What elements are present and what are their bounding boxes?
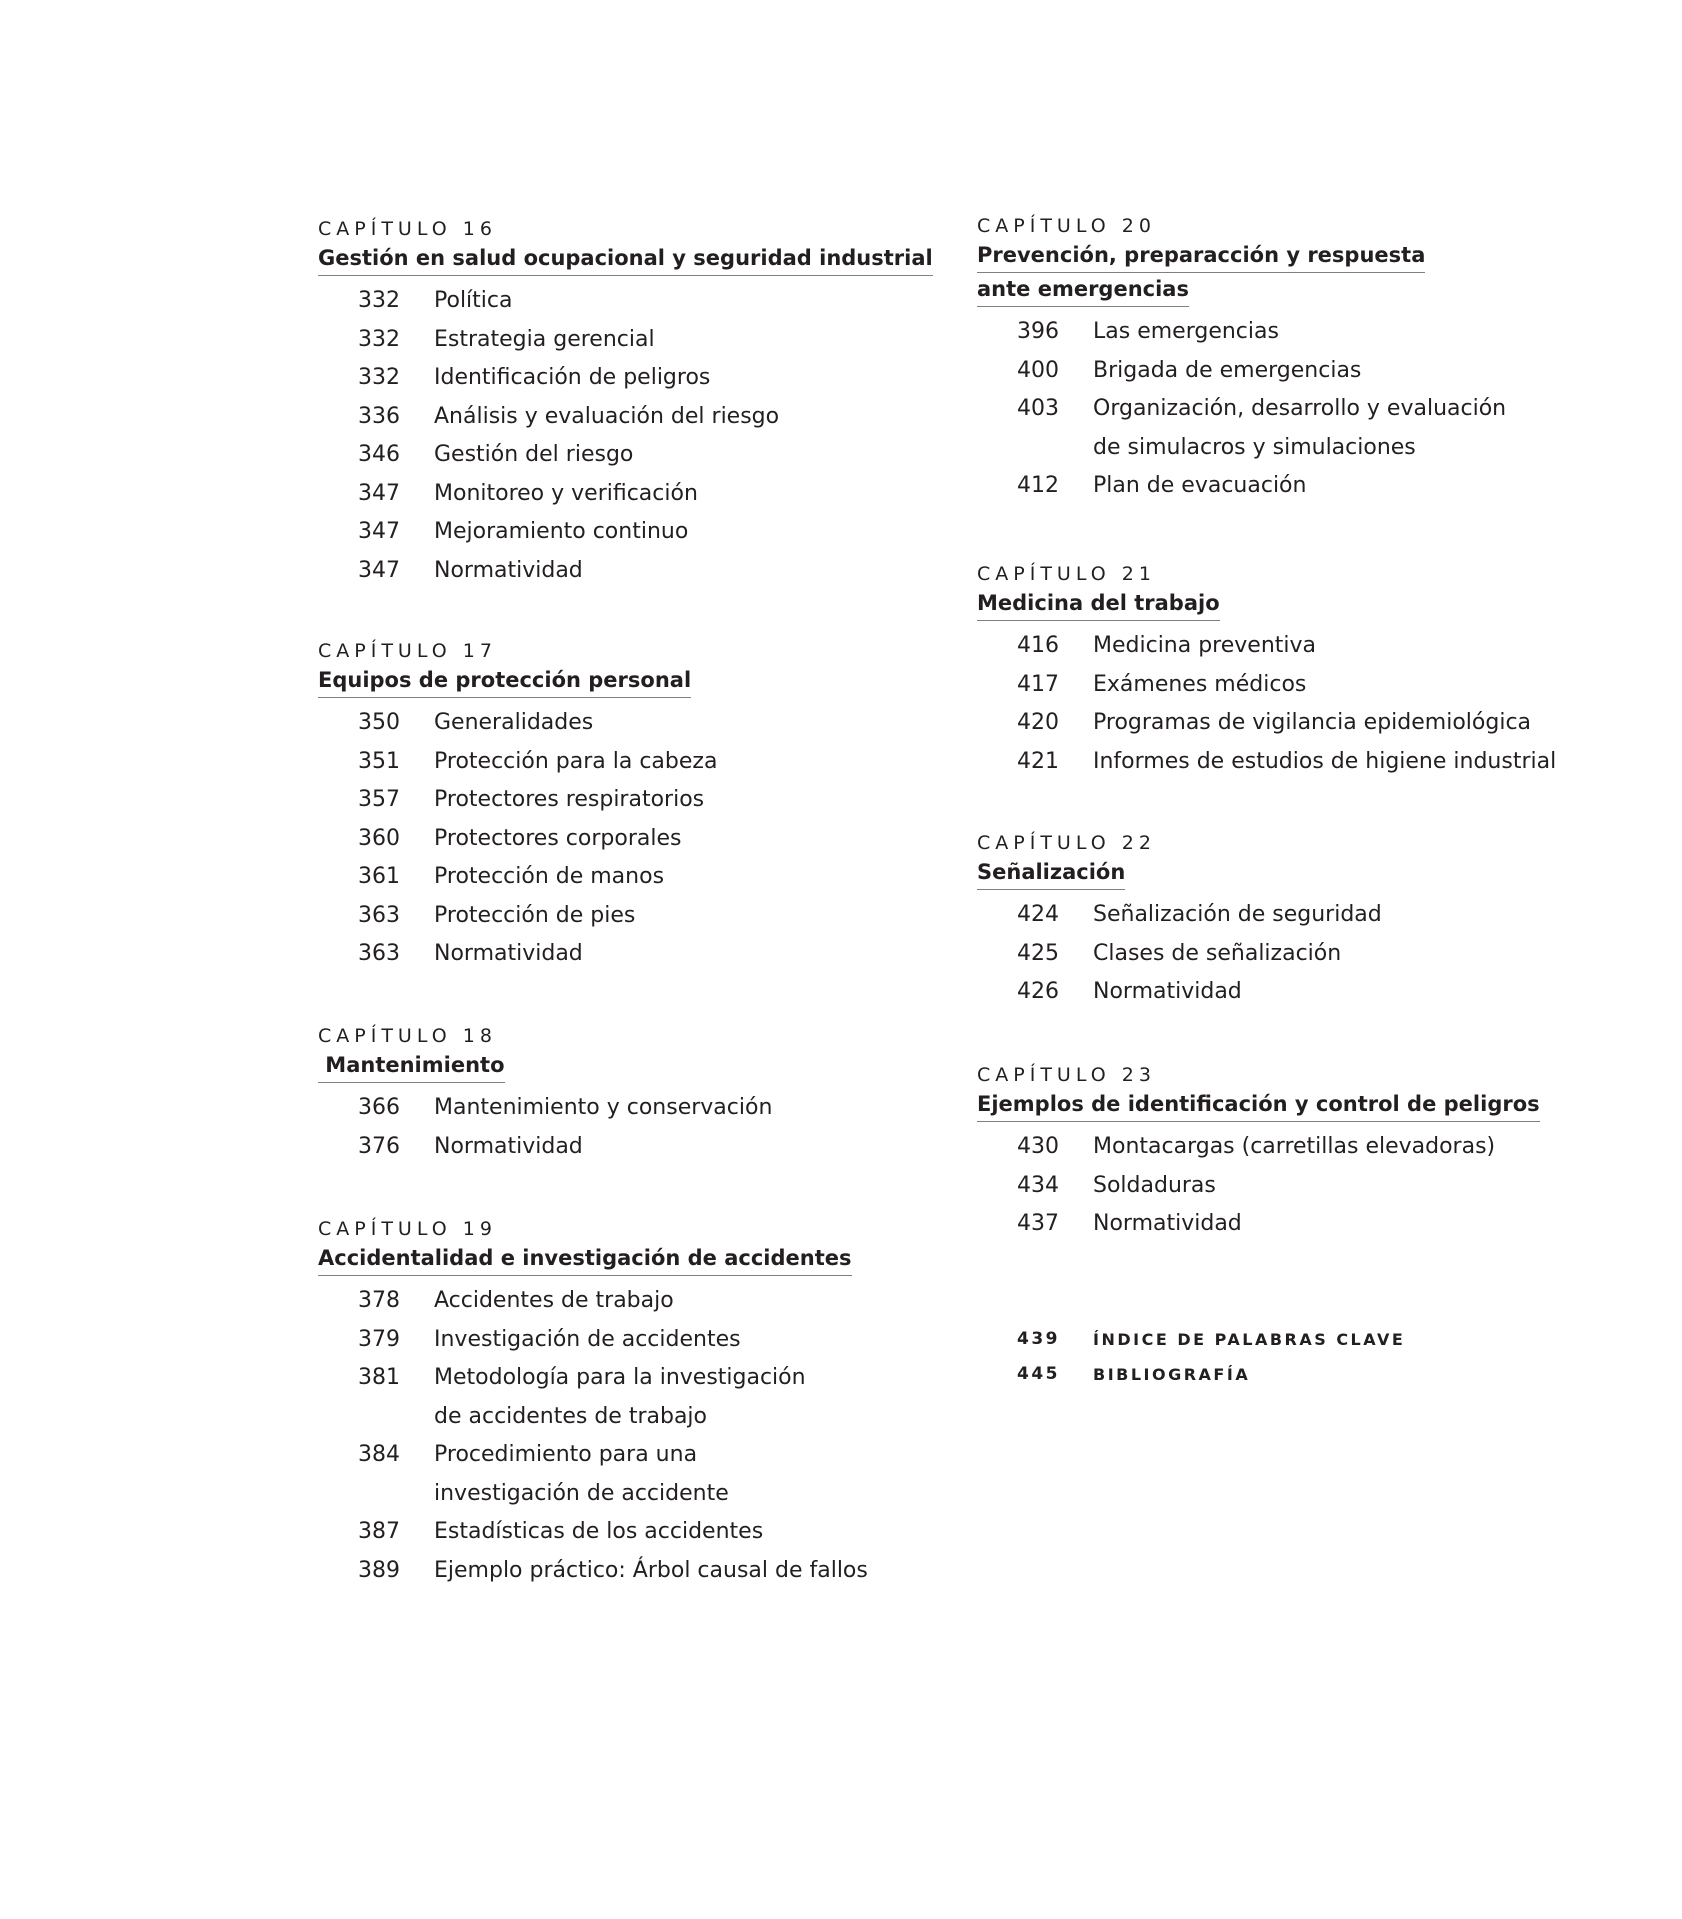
page-number: 389: [358, 1557, 400, 1583]
entry-title-line: Generalidades: [434, 710, 594, 735]
toc-entry: [977, 704, 1556, 743]
entry-title: [1093, 627, 1556, 666]
page-number: 445: [1017, 1364, 1060, 1384]
toc-entry: [318, 1321, 868, 1360]
chapter-title-line: Gestión en salud ocupacional y seguridad industrial: [318, 246, 933, 270]
entry-title: [434, 475, 933, 514]
page-number: 347: [358, 557, 400, 583]
entry-title-line: Estadísticas de los accidentes: [434, 1519, 764, 1544]
toc-entry: [977, 666, 1556, 705]
chapter-title: [318, 1049, 505, 1083]
entry-title-line: Informes de estudios de higiene industrial: [1093, 748, 1557, 774]
chapter-label: CAPÍTULO 21: [977, 563, 1156, 585]
page-number: 376: [358, 1133, 400, 1159]
entry-title-line: Protectores respiratorios: [434, 787, 705, 812]
entry-title: [1093, 467, 1506, 506]
entry-title-line: Investigación de accidentes: [434, 1326, 741, 1352]
entry-title-line: Soldaduras: [1093, 1172, 1216, 1198]
chapter-label: CAPÍTULO 23: [977, 1064, 1156, 1086]
page-number: 421: [1017, 748, 1059, 774]
entry-title: [434, 321, 933, 360]
entry-title: [434, 820, 717, 859]
entry-title-line: Normatividad: [434, 1133, 583, 1159]
toc-entry: [977, 313, 1506, 352]
toc-entry: [977, 1205, 1540, 1244]
entry-title: [434, 1321, 868, 1360]
entry-title-line: Exámenes médicos: [1093, 671, 1307, 697]
toc-entry: [318, 1513, 868, 1552]
toc-entry: [318, 282, 933, 321]
entry-title-line: Protección para la cabeza: [434, 748, 718, 774]
page-number: 347: [358, 480, 400, 506]
entry-title-line: Monitoreo y verificación: [434, 480, 698, 506]
toc-entry: [977, 1167, 1540, 1206]
chapter-title: [318, 242, 933, 276]
entry-title-line: Mantenimiento y conservación: [434, 1095, 773, 1120]
entry-title: [434, 1282, 868, 1321]
chapter-label: CAPÍTULO 17: [318, 640, 497, 662]
page-number: 381: [358, 1365, 400, 1390]
page-number: 403: [1017, 396, 1059, 421]
entry-title-line: Política: [434, 288, 513, 313]
toc-entry: [318, 704, 717, 743]
entry-title: [434, 436, 933, 475]
chapter-section: [318, 640, 717, 974]
entry-title-line: Normatividad: [1093, 979, 1242, 1004]
entry-title: [434, 1359, 868, 1436]
entry-title: [434, 1513, 868, 1552]
page-number: 379: [358, 1326, 400, 1352]
toc-entry: [318, 781, 717, 820]
entry-title: [434, 1552, 868, 1591]
toc-entry: [977, 627, 1556, 666]
toc-entry-list: [318, 1282, 868, 1590]
entry-title: [434, 1089, 772, 1128]
entry-title-line: Las emergencias: [1093, 319, 1279, 344]
entry-title-line: Señalización de seguridad: [1093, 902, 1382, 927]
entry-title-line: de accidentes de trabajo: [434, 1403, 708, 1429]
toc-entry: [318, 359, 933, 398]
toc-entry: [318, 743, 717, 782]
toc-entry: [977, 973, 1382, 1012]
entry-title-line: Protectores corporales: [434, 825, 682, 851]
page-number: 430: [1017, 1134, 1059, 1159]
entry-title: [434, 781, 717, 820]
chapter-title-line: ante emergencias: [977, 273, 1189, 307]
toc-entry: [977, 352, 1506, 391]
backmatter-entry: [977, 1322, 1405, 1357]
entry-title-line: Clases de señalización: [1093, 940, 1342, 966]
page-number: 346: [358, 442, 400, 467]
entry-title-line: Normatividad: [1093, 1211, 1242, 1236]
toc-entry: [977, 935, 1382, 974]
toc-entry: [318, 552, 933, 591]
chapter-section: [977, 563, 1556, 781]
chapter-title-line: Accidentalidad e investigación de accidentes: [318, 1246, 852, 1270]
chapter-label: CAPÍTULO 22: [977, 832, 1156, 854]
chapter-title: [318, 664, 691, 698]
toc-entry-list: [977, 313, 1506, 506]
toc-entry: [318, 1436, 868, 1513]
toc-entry: [977, 743, 1556, 782]
entry-title-line: Análisis y evaluación del riesgo: [434, 403, 780, 429]
page-number: 361: [358, 864, 400, 889]
toc-entry: [318, 321, 933, 360]
page-number: 412: [1017, 473, 1059, 498]
entry-title-line: Procedimiento para una: [434, 1442, 698, 1467]
toc-entry: [318, 513, 933, 552]
entry-title: [1093, 896, 1382, 935]
backmatter-list: [977, 1322, 1405, 1392]
entry-title: [1093, 743, 1556, 782]
entry-title: [434, 282, 933, 321]
toc-entry-list: [318, 282, 933, 590]
entry-title: [1093, 1205, 1540, 1244]
toc-entry: [318, 820, 717, 859]
chapter-title-line: Prevención, preparacción y respuesta: [977, 239, 1425, 273]
chapter-section: [977, 832, 1382, 1012]
toc-entry: [318, 1128, 772, 1167]
page-number: 437: [1017, 1211, 1059, 1236]
entry-title: [1093, 352, 1506, 391]
chapter-label: CAPÍTULO 20: [977, 215, 1156, 237]
chapter-section: [318, 1025, 772, 1166]
page-number: 434: [1017, 1172, 1059, 1198]
toc-entry-list: [318, 704, 717, 974]
page-number: 384: [358, 1442, 400, 1467]
entry-title: [1093, 1167, 1540, 1206]
page-number: 387: [358, 1519, 400, 1544]
entry-title: [434, 398, 933, 437]
chapter-title-line: Señalización: [977, 860, 1126, 884]
backmatter-entry: [977, 1357, 1405, 1392]
toc-entry: [318, 1552, 868, 1591]
entry-title-line: Estrategia gerencial: [434, 326, 655, 352]
page-number: 332: [358, 365, 400, 390]
entry-title: [434, 359, 933, 398]
entry-title-line: Gestión del riesgo: [434, 442, 634, 467]
entry-title-line: Protección de pies: [434, 902, 636, 928]
backmatter-label: BIBLIOGRAFÍA: [1093, 1365, 1251, 1384]
toc-entry-list: [977, 1128, 1540, 1244]
page-number: 420: [1017, 710, 1059, 735]
entry-title: [434, 935, 717, 974]
page-number: 416: [1017, 633, 1059, 658]
toc-entry: [318, 475, 933, 514]
chapter-label: CAPÍTULO 16: [318, 218, 497, 240]
toc-entry: [318, 436, 933, 475]
entry-title-line: Protección de manos: [434, 864, 665, 889]
entry-title-line: Organización, desarrollo y evaluación: [1093, 396, 1507, 421]
entry-title-line: Identificación de peligros: [434, 365, 711, 390]
entry-title-line: Mejoramiento continuo: [434, 519, 689, 544]
page-number: 366: [358, 1095, 400, 1120]
entry-title-line: Ejemplo práctico: Árbol causal de fallos: [434, 1557, 868, 1583]
entry-title: [434, 513, 933, 552]
chapter-title-line: Mantenimiento: [318, 1053, 505, 1077]
chapter-title: [977, 1088, 1540, 1122]
page-number: 378: [358, 1288, 400, 1313]
entry-title-line: Accidentes de trabajo: [434, 1288, 674, 1313]
entry-title-line: Programas de vigilancia epidemiológica: [1093, 710, 1532, 735]
toc-entry: [318, 935, 717, 974]
chapter-section: [318, 218, 933, 590]
page-number: 417: [1017, 671, 1059, 697]
entry-title: [1093, 973, 1382, 1012]
entry-title: [1093, 1128, 1540, 1167]
entry-title: [1093, 390, 1506, 467]
chapter-title: [977, 239, 1425, 307]
page-number: 439: [1017, 1329, 1060, 1349]
page-number: 396: [1017, 319, 1059, 344]
chapter-label: CAPÍTULO 18: [318, 1025, 497, 1047]
entry-title: [434, 858, 717, 897]
chapter-label: CAPÍTULO 19: [318, 1218, 497, 1240]
entry-title: [434, 552, 933, 591]
toc-entry-list: [977, 627, 1556, 781]
backmatter-label: ÍNDICE DE PALABRAS CLAVE: [1093, 1330, 1406, 1349]
chapter-title-line: Medicina del trabajo: [977, 591, 1220, 615]
entry-title: [434, 704, 717, 743]
page-number: 425: [1017, 940, 1059, 966]
entry-title-line: Brigada de emergencias: [1093, 357, 1362, 383]
chapter-title: [318, 1242, 852, 1276]
page-number: 400: [1017, 357, 1059, 383]
entry-title-line: Normatividad: [434, 941, 583, 966]
page-number: 363: [358, 902, 400, 928]
entry-title: [1093, 313, 1506, 352]
toc-entry: [977, 1128, 1540, 1167]
toc-entry: [977, 467, 1506, 506]
chapter-title: [977, 856, 1125, 890]
chapter-title-line: Equipos de protección personal: [318, 668, 692, 692]
chapter-section: [977, 215, 1506, 506]
page-number: 332: [358, 326, 400, 352]
page-number: 363: [358, 941, 400, 966]
entry-title: [434, 897, 717, 936]
toc-entry: [977, 896, 1382, 935]
entry-title: [1093, 704, 1556, 743]
entry-title: [1093, 935, 1382, 974]
page-number: 424: [1017, 902, 1059, 927]
entry-title-line: Plan de evacuación: [1093, 473, 1307, 498]
toc-entry-list: [977, 896, 1382, 1012]
entry-title-line: de simulacros y simulaciones: [1093, 434, 1416, 460]
toc-entry: [318, 1089, 772, 1128]
page-number: 351: [358, 748, 400, 774]
toc-entry: [318, 897, 717, 936]
entry-title-line: investigación de accidente: [434, 1480, 729, 1506]
entry-title: [434, 743, 717, 782]
chapter-title: [977, 587, 1220, 621]
page-number: 426: [1017, 979, 1059, 1004]
entry-title-line: Normatividad: [434, 557, 583, 583]
toc-entry-list: [318, 1089, 772, 1166]
page-number: 357: [358, 787, 400, 812]
chapter-section: [318, 1218, 868, 1590]
page-number: 332: [358, 288, 400, 313]
page-number: 360: [358, 825, 400, 851]
entry-title-line: Montacargas (carretillas elevadoras): [1093, 1134, 1496, 1159]
toc-entry: [318, 1282, 868, 1321]
toc-entry: [318, 1359, 868, 1436]
entry-title: [434, 1436, 868, 1513]
toc-entry: [318, 858, 717, 897]
page-number: 336: [358, 403, 400, 429]
chapter-section: [977, 1064, 1540, 1244]
toc-entry: [318, 398, 933, 437]
entry-title: [1093, 666, 1556, 705]
entry-title-line: Medicina preventiva: [1093, 633, 1317, 658]
page-number: 350: [358, 710, 400, 735]
toc-entry: [977, 390, 1506, 467]
entry-title: [434, 1128, 772, 1167]
chapter-title-line: Ejemplos de identificación y control de peligros: [977, 1092, 1540, 1116]
entry-title-line: Metodología para la investigación: [434, 1365, 806, 1390]
page-number: 347: [358, 519, 400, 544]
